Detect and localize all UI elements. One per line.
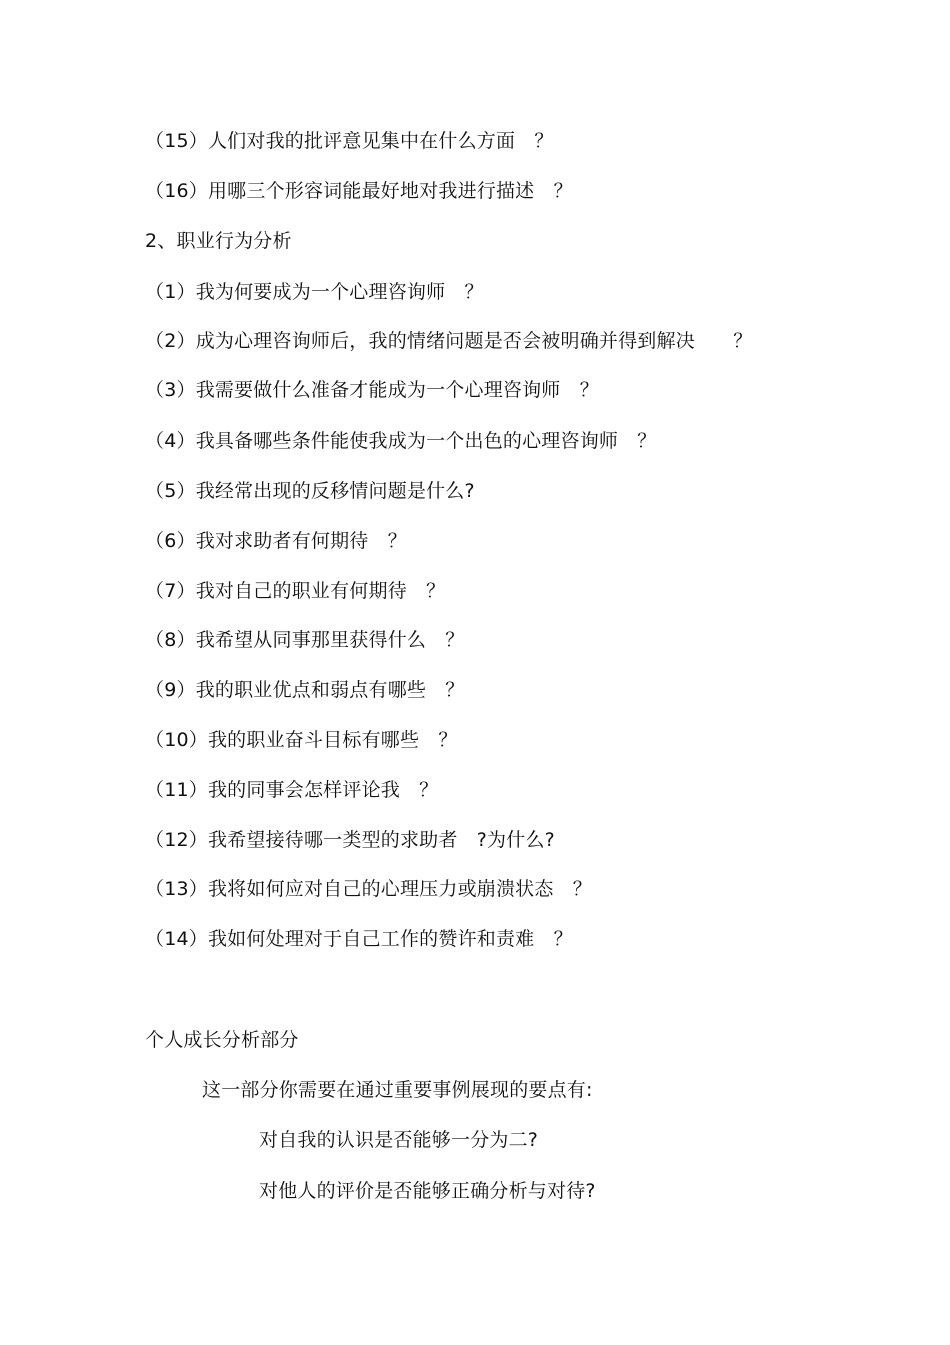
question-line: （2）成为心理咨询师后，我的情绪问题是否会被明确并得到解决 ？ xyxy=(145,330,753,352)
question-line: （7）我对自己的职业有何期待 ？ xyxy=(145,580,446,602)
point-line: 对自我的认识是否能够一分为二? xyxy=(259,1129,539,1151)
question-line: （15）人们对我的批评意见集中在什么方面 ？ xyxy=(145,130,554,152)
question-line: （8）我希望从同事那里获得什么 ？ xyxy=(145,629,465,651)
question-line: （16）用哪三个形容词能最好地对我进行描述 ？ xyxy=(145,180,573,202)
question-line: （1）我为何要成为一个心理咨询师 ？ xyxy=(145,281,484,303)
question-line: （13）我将如何应对自己的心理压力或崩溃状态 ？ xyxy=(145,878,592,900)
question-line: （4）我具备哪些条件能使我成为一个出色的心理咨询师 ？ xyxy=(145,430,657,452)
question-line: （3）我需要做什么准备才能成为一个心理咨询师 ？ xyxy=(145,379,599,401)
question-line: （11）我的同事会怎样评论我 ？ xyxy=(145,779,439,801)
section-heading: 2、职业行为分析 xyxy=(145,230,292,252)
section-heading: 个人成长分析部分 xyxy=(145,1029,299,1051)
question-line: （9）我的职业优点和弱点有哪些 ？ xyxy=(145,679,465,701)
question-line: （6）我对求助者有何期待 ？ xyxy=(145,530,407,552)
paragraph-line: 这一部分你需要在通过重要事例展现的要点有: xyxy=(202,1079,593,1101)
point-line: 对他人的评价是否能够正确分析与对待? xyxy=(259,1180,596,1202)
question-line: （5）我经常出现的反移情问题是什么? xyxy=(145,480,475,502)
question-line: （14）我如何处理对于自己工作的赞许和责难 ？ xyxy=(145,928,573,950)
question-line: （10）我的职业奋斗目标有哪些 ？ xyxy=(145,729,458,751)
question-line: （12）我希望接待哪一类型的求助者 ?为什么? xyxy=(145,829,555,851)
